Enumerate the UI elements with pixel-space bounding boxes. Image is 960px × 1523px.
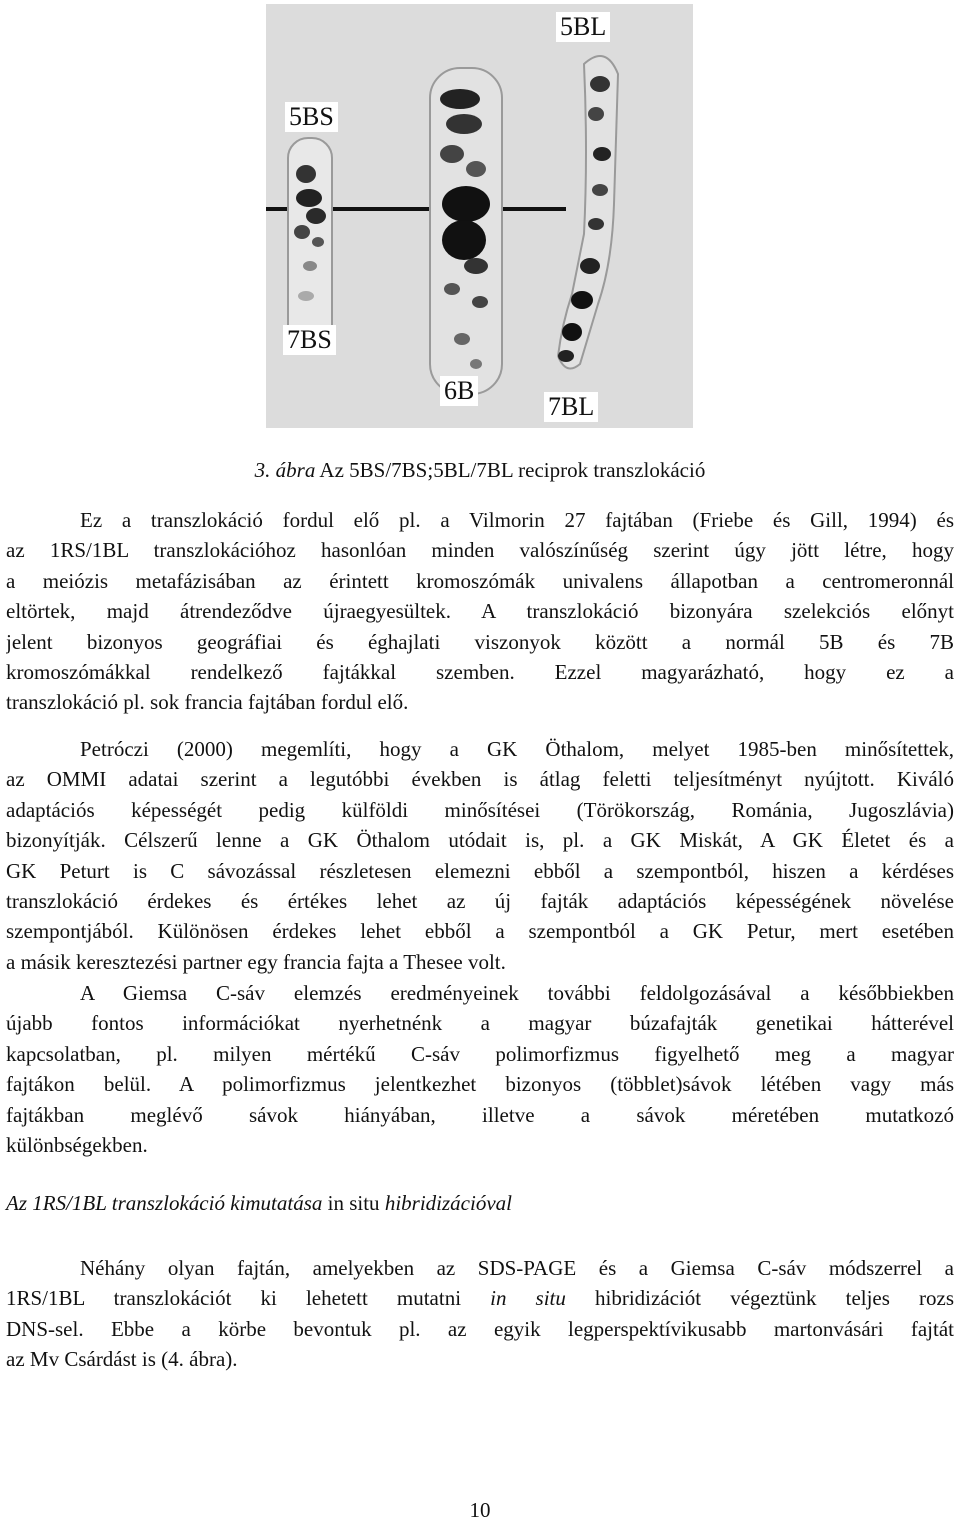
- caption-lead: 3. ábra: [254, 458, 316, 482]
- paragraph-2: [6, 734, 954, 977]
- text-line: kromoszómákkal rendelkező fajtákkal szemben. Ezzel magyarázható, hogy ez a: [6, 659, 954, 684]
- paragraph-4: [6, 1253, 954, 1375]
- text-line: Ez a transzlokáció fordul elő pl. a Vilmorin 27 fajtában (Friebe és Gill, 1994) és: [80, 508, 954, 532]
- text-line: Néhány olyan fajtán, amelyekben az SDS-PAGE és a Giemsa C-sáv módszerrel a: [80, 1256, 954, 1280]
- text-segment: 1RS/1BL transzlokációt ki lehetett mutatni: [6, 1286, 491, 1311]
- chromosome-5bl-7bl: [558, 56, 618, 369]
- label-6b: 6B: [440, 376, 478, 406]
- text-line: szempontjából. Különösen érdekes lehet ebből a szempontból a GK Petur, mert esetében: [6, 919, 954, 944]
- text-line: GK Peturt is C sávozással részletesen elemezni ebből a szempontból, hiszen a kérdéses: [6, 858, 954, 883]
- text-line: az 1RS/1BL transzlokációhoz hasonlóan minden valószínűség szerint úgy jött létre, hogy: [6, 538, 954, 563]
- paragraph-1: [6, 505, 954, 718]
- text-line: transzlokáció pl. sok francia fajtában fordul elő.: [6, 690, 409, 715]
- section-title-part3: hibridizációval: [384, 1191, 512, 1215]
- text-line: transzlokáció érdekes és értékes lehet az új fajták adaptációs képességének növelése: [6, 888, 954, 913]
- text-line: eltörtek, majd átrendeződve újraegyesültek. A transzlokáció bizonyára szelekciós előnyt: [6, 599, 954, 624]
- text-line: az OMMI adatai szerint a legutóbbi években is átlag feletti teljesítményt nyújtott. Kiváló: [6, 767, 954, 792]
- label-5bs: 5BS: [285, 102, 338, 132]
- text-line: a másik keresztezési partner egy francia fajta a Thesee volt.: [6, 949, 506, 974]
- section-title-part1: Az 1RS/1BL transzlokáció kimutatása: [6, 1191, 323, 1215]
- page-number: 10: [469, 1498, 491, 1522]
- text-line: DNS-sel. Ebbe a körbe bevontuk pl. az egyik legperspektívikusabb martonvásári fajtát: [6, 1316, 954, 1341]
- text-line: jelent bizonyos geográfiai és éghajlati viszonyok között a normál 5B és 7B: [6, 629, 954, 654]
- section-title-part2: in situ: [322, 1191, 385, 1215]
- text-line: különbségekben.: [6, 1132, 148, 1157]
- chromosome-figure: [266, 4, 693, 428]
- text-line: újabb fontos információkat nyerhetnénk a magyar búzafajták genetikai hátterével: [6, 1011, 954, 1036]
- text-line: az Mv Csárdást is (4. ábra).: [6, 1347, 238, 1372]
- text-segment-italic: in situ: [490, 1286, 566, 1311]
- figure-caption: [0, 458, 960, 483]
- caption-text: Az 5BS/7BS;5BL/7BL reciprok transzlokáció: [315, 458, 706, 482]
- text-line-mixed: [6, 1283, 954, 1313]
- label-7bl: 7BL: [544, 392, 598, 422]
- text-line: adaptációs képességét pedig külföldi minősítései (Törökország, Románia, Jugoszlávia): [6, 797, 954, 822]
- label-7bs: 7BS: [283, 325, 336, 355]
- text-line: fajtákon belül. A polimorfizmus jelentkezhet bizonyos (többlet)sávok létében vagy más: [6, 1072, 954, 1097]
- paragraph-3: [6, 978, 954, 1160]
- section-title: [6, 1191, 512, 1216]
- text-line: Petróczi (2000) megemlíti, hogy a GK Öthalom, melyet 1985-ben minősítettek,: [80, 737, 954, 761]
- text-line: fajtákban meglévő sávok hiányában, illetve a sávok méretében mutatkozó: [6, 1102, 954, 1127]
- text-line: a meiózis metafázisában az érintett kromoszómák univalens állapotban a centromeronnál: [6, 568, 954, 593]
- text-line: kapcsolatban, pl. milyen mértékű C-sáv polimorfizmus figyelhető meg a magyar: [6, 1041, 954, 1066]
- label-5bl: 5BL: [556, 12, 610, 42]
- chromosome-image: [266, 4, 693, 428]
- text-line: A Giemsa C-sáv elemzés eredményeinek további feldolgozásával a későbbiekben: [80, 981, 954, 1005]
- text-line: bizonyítják. Célszerű lenne a GK Öthalom utódait is, pl. a GK Miskát, A GK Életet és a: [6, 828, 954, 853]
- text-segment: hibridizációt végeztünk teljes rozs: [565, 1286, 954, 1311]
